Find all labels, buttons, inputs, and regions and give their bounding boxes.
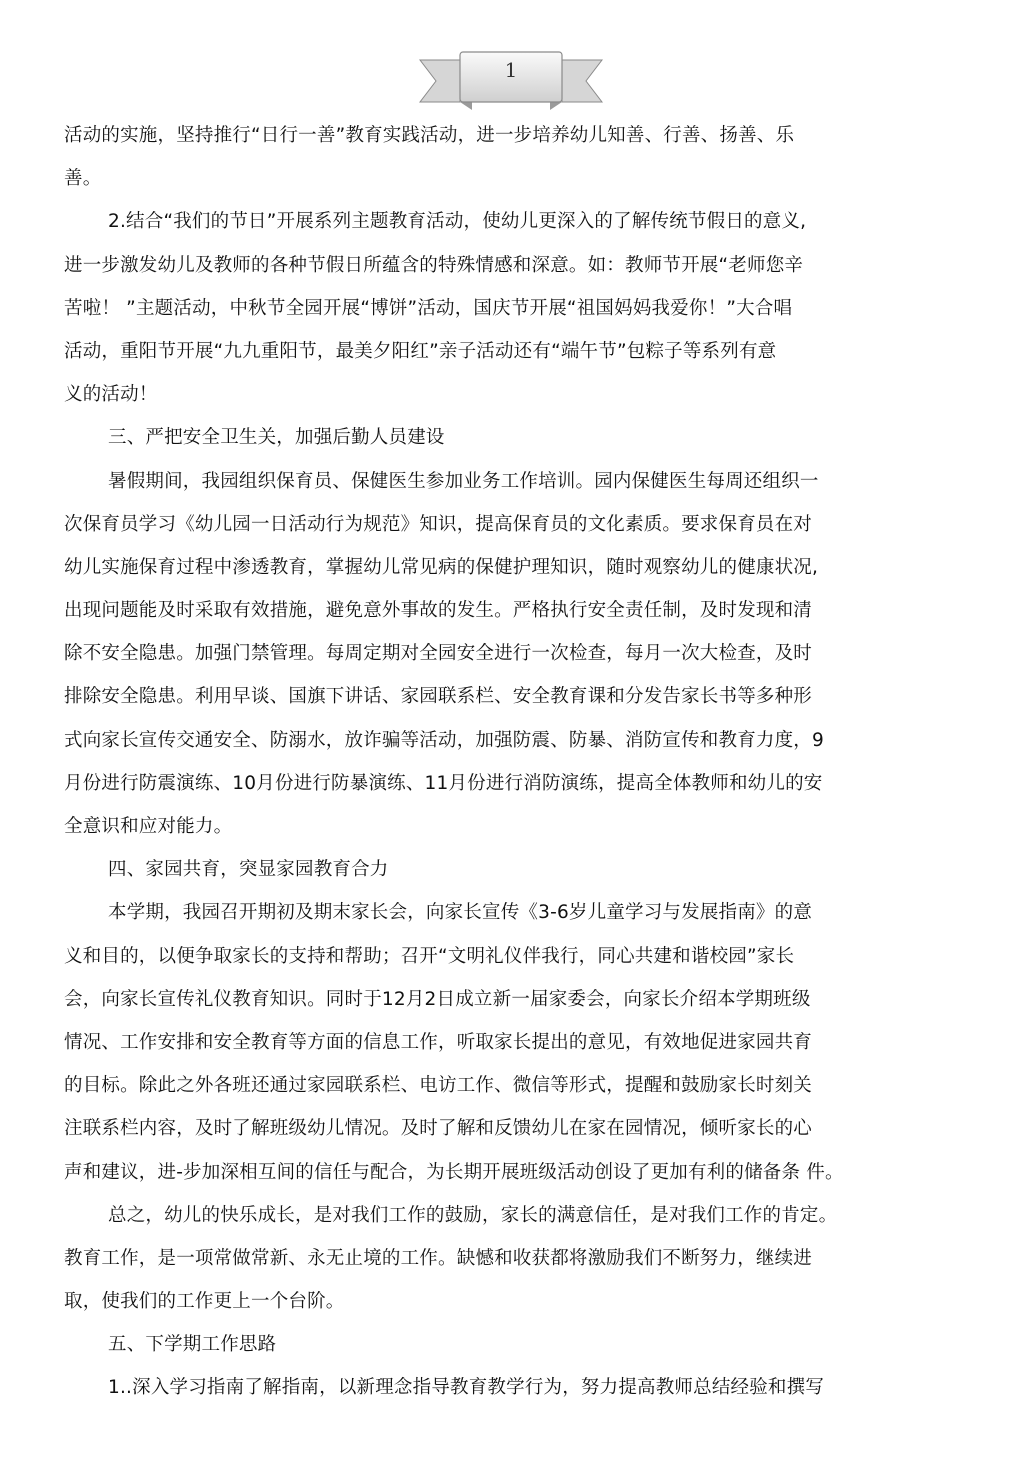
text-line: 注联系栏内容，及时了解班级幼儿情况。及时了解和反馈幼儿在家在园情况，倾听家长的心 xyxy=(64,1118,813,1140)
text-line: 除不安全隐患。加强门禁管理。每周定期对全园安全进行一次检查，每月一次大检查，及时 xyxy=(64,643,813,665)
text-line: 善。 xyxy=(64,168,102,190)
text-line: 2.结合“我们的节日”开展系列主题教育活动，使幼儿更深入的了解传统节假日的意义, xyxy=(108,211,807,233)
text-line: 排除安全隐患。利用早谈、国旗下讲话、家园联系栏、安全教育课和分发告家长书等多种形 xyxy=(64,686,813,708)
text-line: 情况、工作安排和安全教育等方面的信息工作，听取家长提出的意见，有效地促进家园共育 xyxy=(64,1031,813,1053)
text-line: 全意识和应对能力。 xyxy=(64,816,233,837)
page-number-ribbon xyxy=(416,44,606,114)
text-line: 月份进行防震演练、10月份进行防暴演练、11月份进行消防演练，提高全体教师和幼儿的安 xyxy=(64,772,823,794)
text-line: 苦啦！ ”主题活动，中秋节全园开展“博饼”活动，国庆节开展“祖国妈妈我爱你！”大合唱 xyxy=(64,297,793,319)
text-line: 义和目的，以便争取家长的支持和帮助；召开“文明礼仪伴我行，同心共建和谐校园”家长 xyxy=(64,945,795,967)
text-line: 暑假期间，我园组织保育员、保健医生参加业务工作培训。园内保健医生每周还组织一 xyxy=(108,470,819,492)
text-line: 教育工作，是一项常做常新、永无止境的工作。缺憾和收获都将激励我们不断努力，继续进 xyxy=(64,1247,813,1269)
text-line: 出现问题能及时采取有效措施，避免意外事故的发生。严格执行安全责任制，及时发现和清 xyxy=(64,600,813,622)
text-line: 活动，重阳节开展“九九重阳节，最美夕阳红”亲子活动还有“端午节”包粽子等系列有意 xyxy=(64,340,777,362)
text-line: 会，向家长宣传礼仪教育知识。同时于12月2日成立新一届家委会，向家长介绍本学期班级 xyxy=(64,988,811,1010)
text-line: 式向家长宣传交通安全、防溺水，放诈骗等活动，加强防震、防暴、消防宣传和教育力度，9 xyxy=(64,729,824,751)
text-line: 三、严把安全卫生关，加强后勤人员建设 xyxy=(108,427,445,449)
page-number: 1 xyxy=(504,58,518,82)
text-line: 义的活动！ xyxy=(64,384,158,406)
text-line: 1..深入学习指南了解指南，以新理念指导教育教学行为，努力提高教师总结经验和撰写 xyxy=(108,1377,825,1399)
text-line: 次保育员学习《幼儿园一日活动行为规范》知识，提高保育员的文化素质。要求保育员在对 xyxy=(64,513,813,535)
text-line: 进一步激发幼儿及教师的各种节假日所蕴含的特殊情感和深意。如：教师节开展“老师您辛 xyxy=(64,254,804,276)
text-line: 四、家园共育，突显家园教育合力 xyxy=(108,859,389,881)
text-line: 五、下学期工作思路 xyxy=(108,1334,277,1356)
document-body xyxy=(64,114,964,1410)
text-line: 声和建议，进-步加深相互间的信任与配合，为长期开展班级活动创设了更加有利的储备条 件。 xyxy=(64,1161,844,1183)
text-line: 本学期，我园召开期初及期末家长会，向家长宣传《3-6岁儿童学习与发展指南》的意 xyxy=(108,902,813,924)
text-line: 活动的实施，坚持推行“日行一善”教育实践活动，进一步培养幼儿知善、行善、扬善、乐 xyxy=(64,125,795,146)
text-line: 总之，幼儿的快乐成长，是对我们工作的鼓励，家长的满意信任，是对我们工作的肯定。 xyxy=(108,1204,838,1226)
text-line: 取，使我们的工作更上一个台阶。 xyxy=(64,1291,345,1313)
text-line: 的目标。除此之外各班还通过家园联系栏、电访工作、微信等形式，提醒和鼓励家长时刻关 xyxy=(64,1075,813,1097)
text-line: 幼儿实施保育过程中渗透教育，掌握幼儿常见病的保健护理知识，随时观察幼儿的健康状况, xyxy=(64,556,819,578)
